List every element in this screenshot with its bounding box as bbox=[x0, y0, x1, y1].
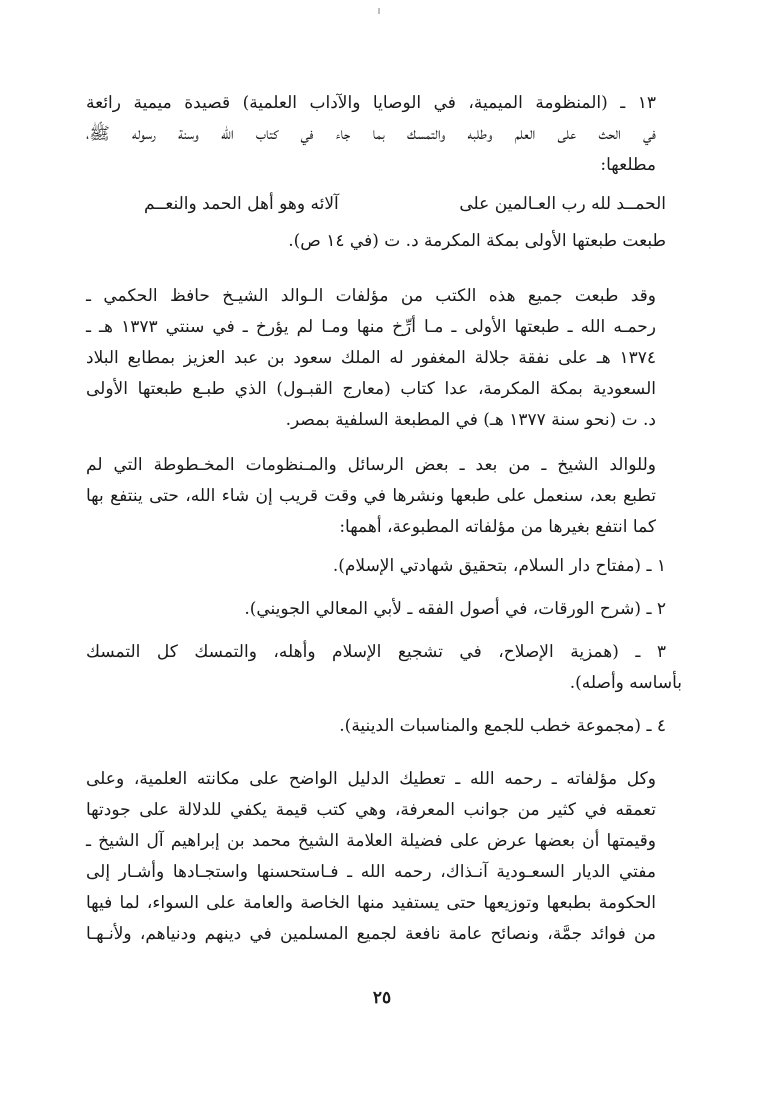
poem-verse bbox=[86, 189, 682, 220]
text-line: ١٣٧٤ هـ على نفقة جلالة المغفور له الملك سعود بن عبد العزيز بمطابع البلاد bbox=[86, 348, 656, 368]
text-line: في الحث على العلم وطلبه والتمسك بما جاء في كتاب الله وسنة رسوله ﷺ، bbox=[86, 124, 656, 144]
list-item-text: ٤ ـ (مجموعة خطب للجمع والمناسبات الدينية). bbox=[339, 716, 666, 736]
text-line: رحمـه الله ـ طبعتها الأولى ـ مـا أرِّخ منها ومـا لم يؤرخ ـ في سنتي ١٣٧٣ هـ ـ bbox=[86, 317, 657, 337]
scan-mark bbox=[378, 8, 380, 14]
paragraph-item-13 bbox=[86, 88, 682, 181]
page-number: ٢٥ bbox=[372, 988, 392, 1008]
text-line: ١٣ ـ (المنظومة الميمية، في الوصايا والآداب العلمية) قصيدة ميمية رائعة bbox=[86, 93, 656, 113]
list-item-text: ١ ـ (مفتاح دار السلام، بتحقيق شهادتي الإسلام). bbox=[332, 556, 666, 576]
text-line: وللوالد الشيخ ـ من بعد ـ بعض الرسائل والمـنظومات المخـطوطة التي لم bbox=[86, 455, 656, 475]
text-line: الحكومة بطبعها وتوزيعها حتى يستفيد منها الخاصة والعامة على السواء، لما فيها bbox=[86, 893, 656, 913]
text-line: تطبع بعد، سنعمل على طبعها ونشرها في وقت قريب إن شاء الله، حتى ينتفع بها bbox=[86, 486, 656, 506]
list-item-text: ٣ ـ (همزية الإصلاح، في تشجيع الإسلام وأهله، والتمسك كل التمسك bbox=[86, 642, 666, 662]
verse-second-hemistich: آلائه وهو أهل الحمد والنعــم bbox=[144, 194, 339, 214]
manuscripts-list bbox=[86, 551, 682, 742]
paragraph-printing bbox=[86, 281, 682, 436]
text-line: مطلعها: bbox=[600, 155, 656, 175]
text-line: وقد طبعت جميع هذه الكتب من مؤلفات الـوالد الشيـخ حافظ الحكمي ـ bbox=[86, 286, 656, 306]
text-line: وقيمتها أن بعضها عرض على فضيلة العلامة الشيخ محمد بن إبراهيم آل الشيخ ـ bbox=[86, 831, 656, 851]
page-body bbox=[86, 88, 682, 950]
text-line: وكل مؤلفاته ـ رحمه الله ـ تعطيك الدليل الواضح على مكانته العلمية، وعلى bbox=[86, 769, 656, 789]
paragraph-manuscripts bbox=[86, 450, 682, 543]
list-item bbox=[86, 637, 682, 699]
list-item-continuation: بأساسه وأصله). bbox=[569, 673, 682, 693]
list-item-text: ٢ ـ (شرح الورقات، في أصول الفقه ـ لأبي المعالي الجويني). bbox=[244, 599, 666, 619]
verse-first-hemistich: الحمــد لله رب العـالمين على bbox=[459, 194, 666, 214]
text-line: كما انتفع بغيرها من مؤلفاته المطبوعة، أهمها: bbox=[339, 517, 656, 537]
text-line: مفتي الديار السعـودية آنـذاك، رحمه الله ـ فـاستحسنها واستجـادها وأشـار إلى bbox=[86, 862, 656, 882]
list-item bbox=[86, 711, 682, 742]
list-item bbox=[86, 594, 682, 625]
print-note: طبعت طبعتها الأولى بمكة المكرمة د. ت (في ١٤ ص). bbox=[288, 231, 666, 251]
paragraph-closing bbox=[86, 764, 682, 950]
text-line: من فوائد جمَّة، ونصائح عامة نافعة لجميع المسلمين في دينهم ودنياهم، ولأنـهـا bbox=[86, 924, 656, 944]
list-item bbox=[86, 551, 682, 582]
text-line: تعمقه في كثير من جوانب المعرفة، وهي كتب قيمة يكفي للدلالة على جودتها bbox=[86, 800, 656, 820]
text-line: السعودية بمكة المكرمة، عدا كتاب (معارج القبـول) الذي طبـع طبعتها الأولى bbox=[86, 379, 656, 399]
text-line: د. ت (نحو سنة ١٣٧٧ هـ) في المطبعة السلفية بمصر. bbox=[285, 410, 656, 430]
